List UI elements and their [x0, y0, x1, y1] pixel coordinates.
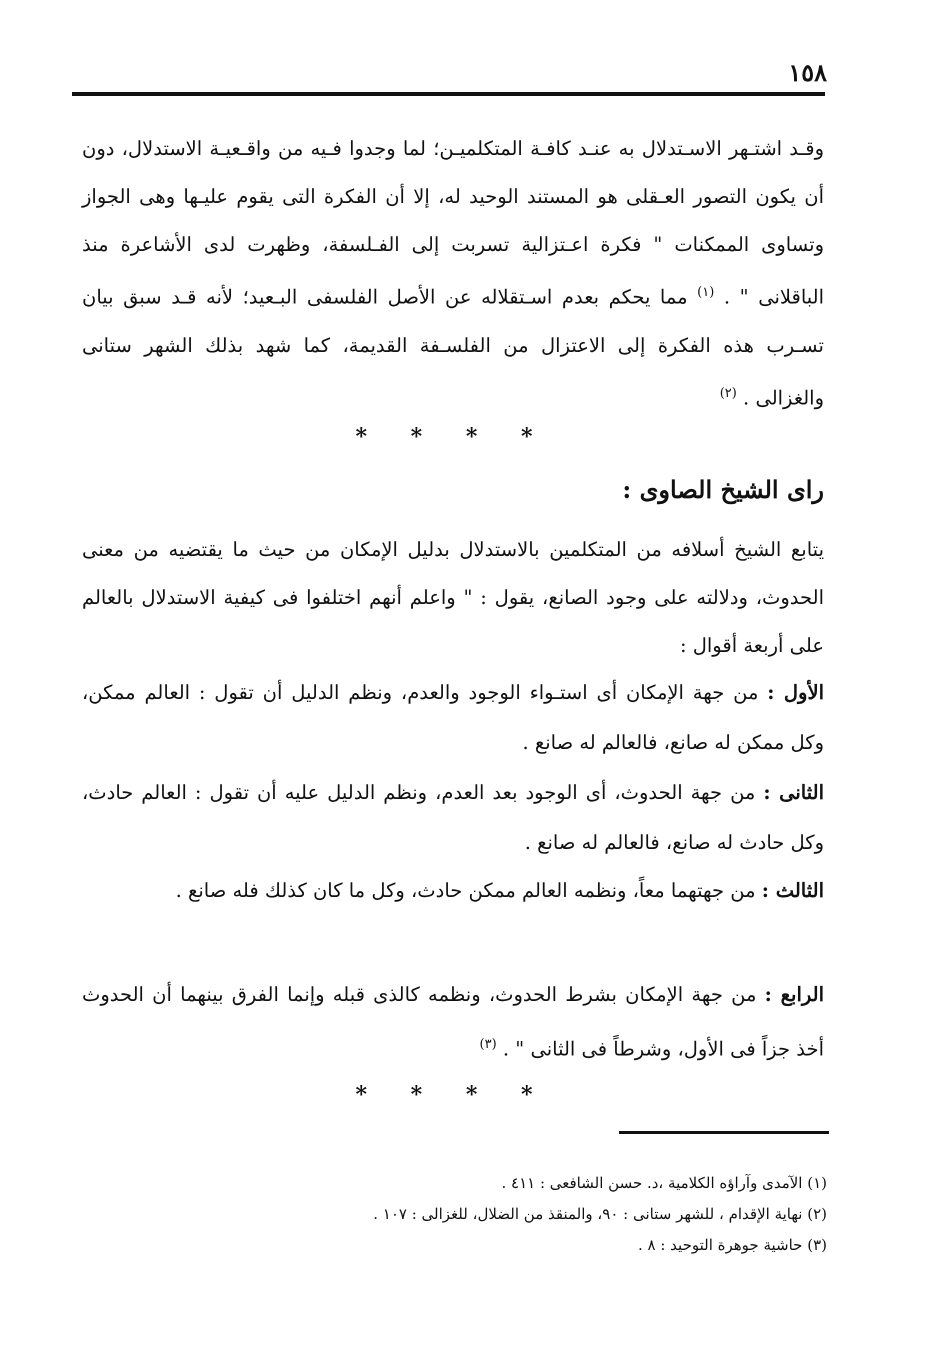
- page-number: ١٥٨: [788, 58, 827, 87]
- list-item-text: من جهة الإمكان بشرط الحدوث، ونظمه كالذى قبله وإنما الفرق بينهما أن الحدوث أخذ جزاً فى الأول، وشرطاً فى الثانى " .: [82, 983, 824, 1061]
- section-separator-stars: * * * *: [355, 1082, 551, 1108]
- section-separator-stars: * * * *: [355, 424, 551, 450]
- list-item-fourth: [82, 970, 824, 1075]
- paragraph-intro-continued: مما يحكم بعدم اسـتقلاله عن الأصل الفلسفى البـعيد؛ لأنه قـد سبق بيان تسـرب هذه الفكرة إلى الاعتزال من الفلسـفة القديمة، كما شهد بذلك الشهر ستانى والغزالى .: [82, 285, 824, 409]
- list-item-lead: الرابع :: [764, 983, 824, 1006]
- footnote-2: (٢) نهاية الإقدام ، للشهر ستانى : ٩٠، والمنقذ من الضلال، للغزالى : ١٠٧ .: [373, 1205, 827, 1223]
- list-item-lead: الثالث :: [761, 879, 824, 902]
- list-item-third: [82, 866, 824, 916]
- footnote-rule: [619, 1131, 829, 1134]
- list-item-lead: الأول :: [767, 681, 824, 704]
- header-rule: [72, 92, 825, 96]
- list-item-text: من جهة الحدوث، أى الوجود بعد العدم، ونظم الدليل عليه أن تقول : العالم حادث، وكل حادث له صانع، فالعالم له صانع .: [82, 781, 824, 854]
- list-item-first: [82, 668, 824, 768]
- list-item-text: من جهتهما معاً، ونظمه العالم ممكن حادث، وكل ما كان كذلك فله صانع .: [175, 879, 762, 902]
- paragraph-sawi: يتابع الشيخ أسلافه من المتكلمين بالاستدلال بدليل الإمكان من حيث ما يقتضيه من معنى الحدوث، ودلالته على وجود الصانع، يقول : " واعلم أنهم اختلفوا فى كيفية الاستدلال بالعالم على أربعة أقوال :: [82, 538, 824, 657]
- footnote-1: (١) الآمدى وآراؤه الكلامية ،د. حسن الشافعى : ٤١١ .: [501, 1174, 827, 1192]
- footnote-ref-3: (٣): [479, 1037, 497, 1052]
- footnote-3: (٣) حاشية جوهرة التوحيد : ٨ .: [637, 1236, 827, 1254]
- footnote-ref-1: (١): [697, 285, 715, 300]
- paragraph-intro-text: وقـد اشتـهر الاسـتدلال به عنـد كافـة المتكلميـن؛ لما وجدوا فـيه من واقـعيـة الاستدلال، دون أن يكون التصور العـقلى هو المستند الوحيد له، إلا أن الفكرة التى يقوم عليـها وهى الجواز وتساوى الممكنات " فكرة اعـتزالية تسربت إلى الفـلسفة، وظهرت لدى الأشاعرة منذ الباقلانى " .: [82, 137, 825, 309]
- list-item-second: [82, 768, 824, 868]
- list-item-text: من جهة الإمكان أى استـواء الوجود والعدم، ونظم الدليل أن تقول : العالم ممكن، وكل ممكن له صانع، فالعالم له صانع .: [82, 681, 824, 754]
- footnotes: [107, 1168, 827, 1261]
- section-heading: راى الشيخ الصاوى :: [622, 475, 824, 504]
- footnote-ref-2: (٢): [719, 385, 737, 401]
- paragraph-intro: [82, 125, 824, 422]
- list-item-lead: الثانى :: [763, 781, 824, 804]
